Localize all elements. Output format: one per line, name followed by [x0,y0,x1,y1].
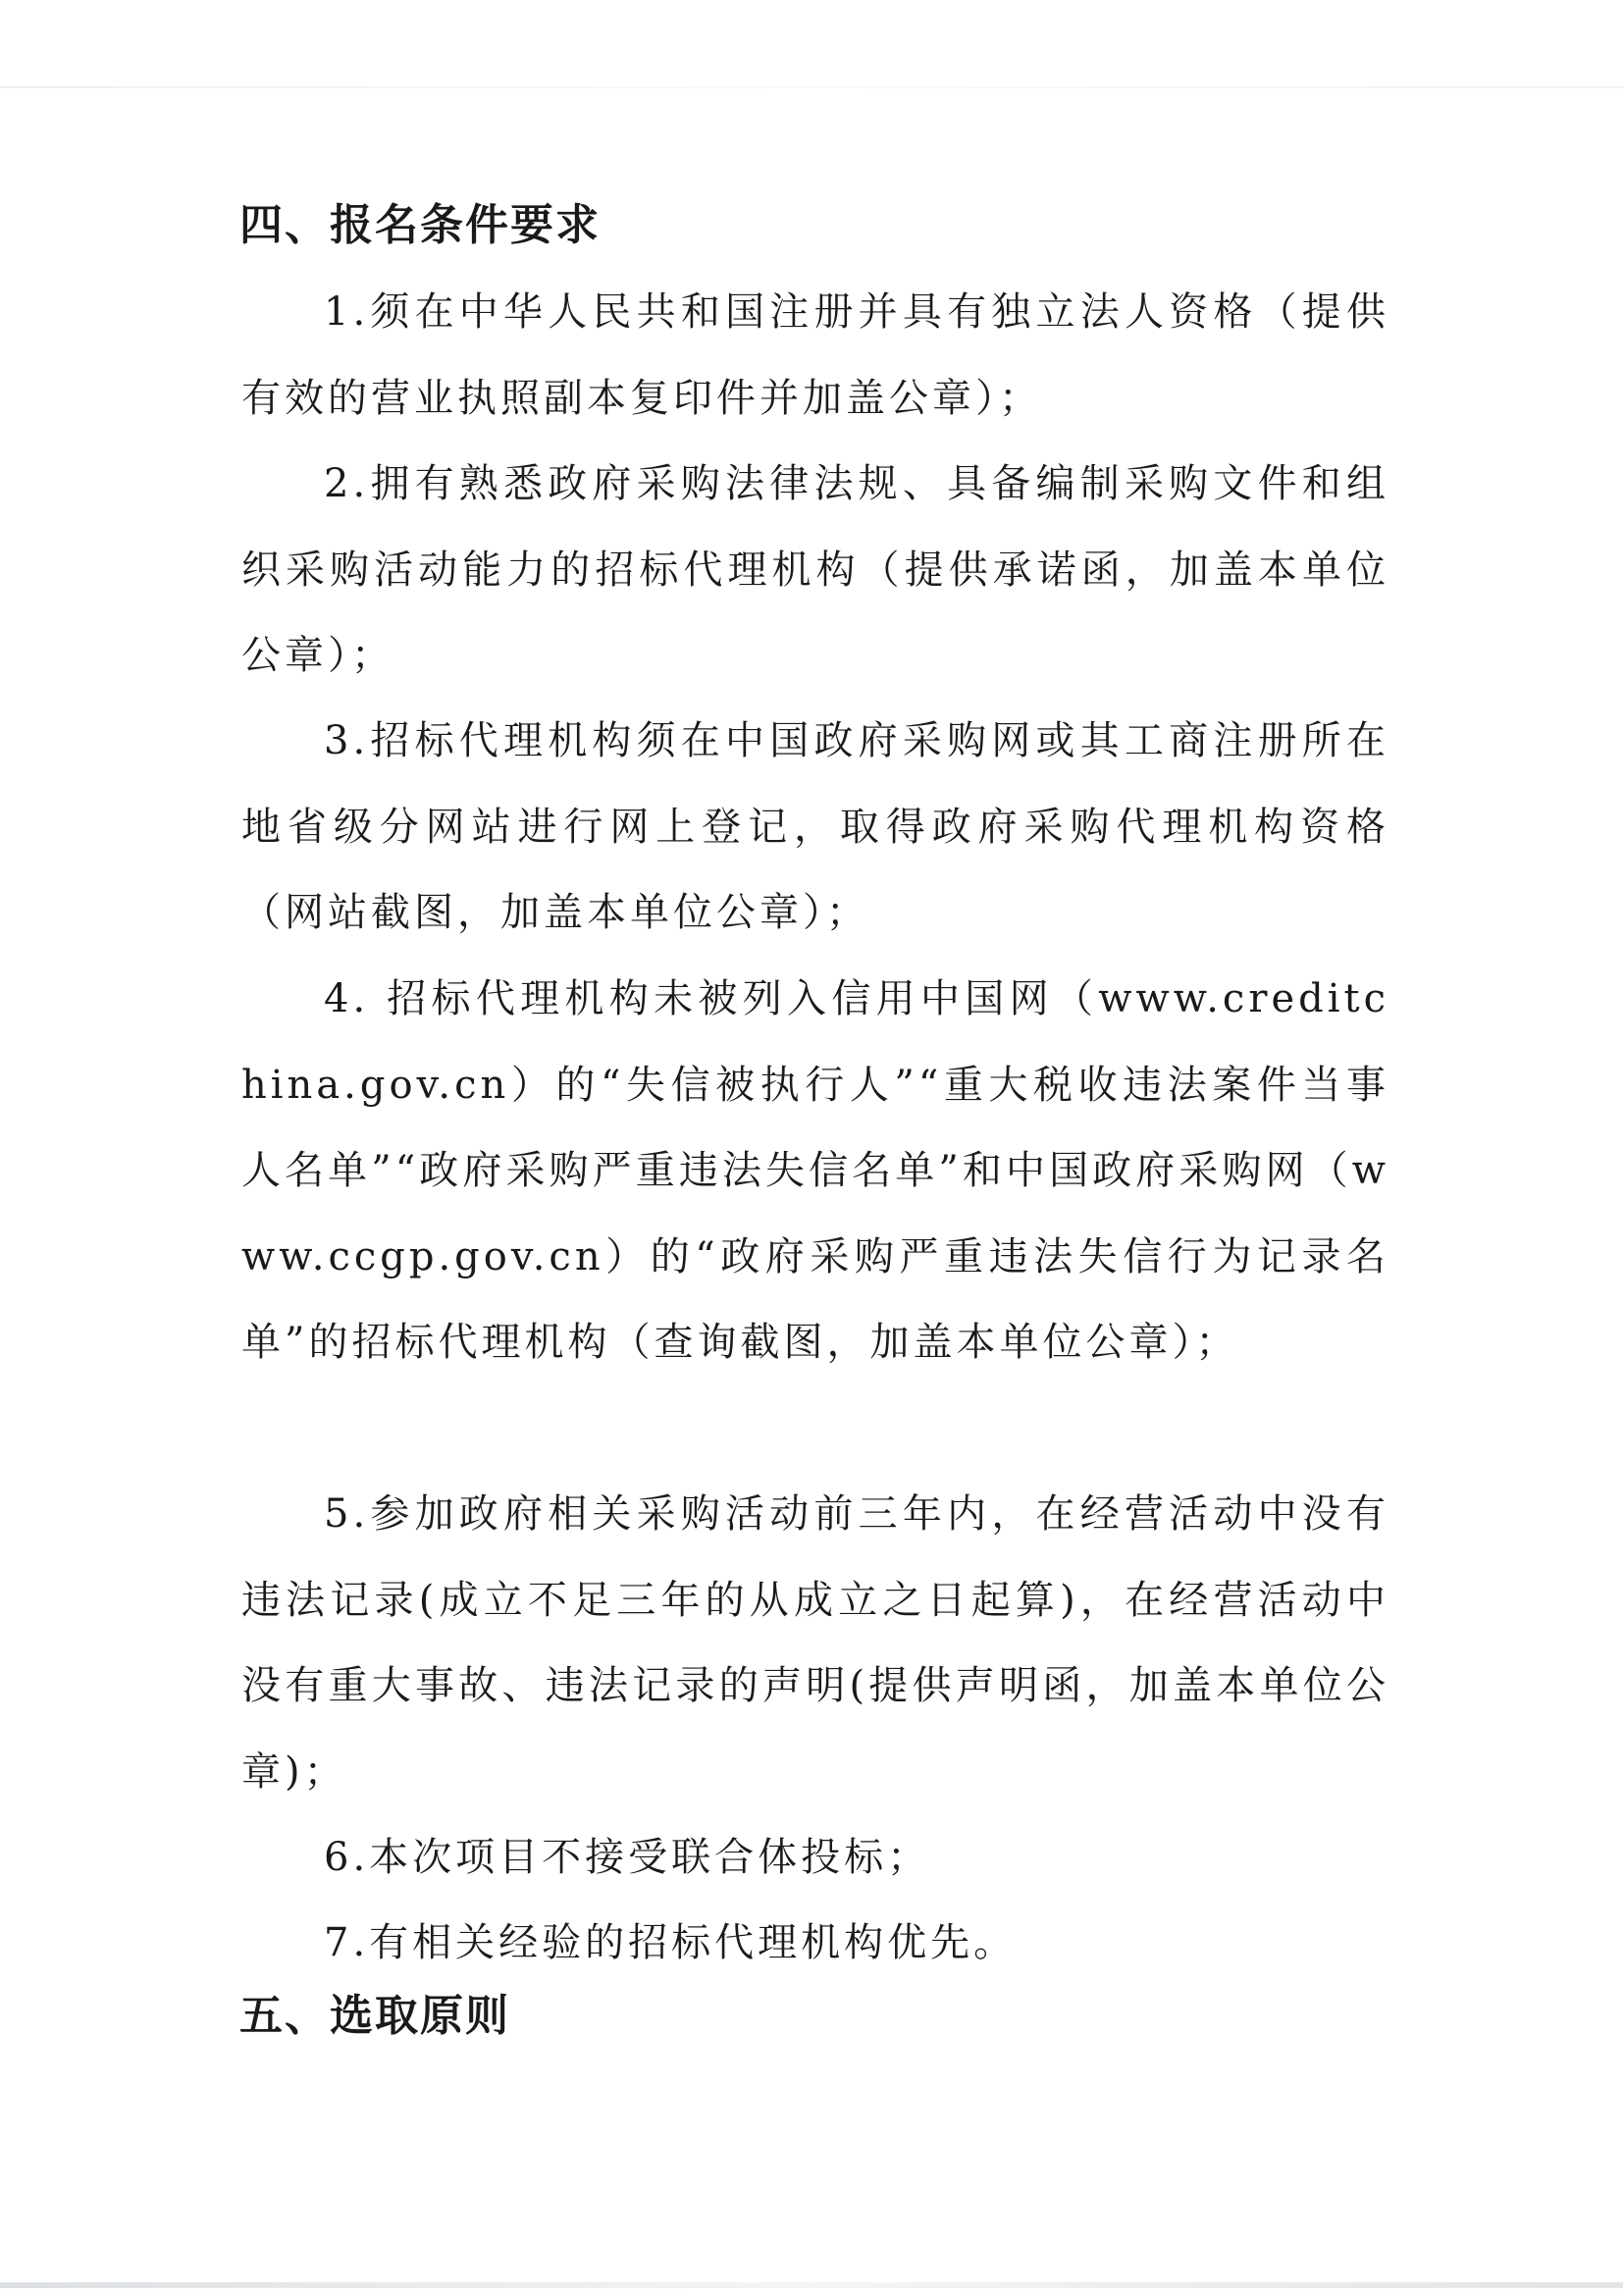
section-heading-selection-principles: 五、选取原则 [239,1991,510,2041]
requirement-item-3: 3.招标代理机构须在中国政府采购网或其工商注册所在地省级分网站进行网上登记，取得政府采购代理机构资格（网站截图，加盖本单位公章）； [241,718,1389,935]
requirement-item-2: 2.拥有熟悉政府采购法律法规、具备编制采购文件和组织采购活动能力的招标代理机构（提供承诺函，加盖本单位公章）； [241,461,1389,678]
scan-edge-bottom [0,2282,1623,2288]
requirement-item-1: 1.须在中华人民共和国注册并具有独立法人资格（提供有效的营业执照副本复印件并加盖公章）； [241,289,1389,421]
requirement-item-6: 6.本次项目不接受联合体投标； [324,1835,931,1880]
requirement-item-4: 4. 招标代理机构未被列入信用中国网（www.creditchina.gov.cn）的“失信被执行人”“重大税收违法案件当事人名单”“政府采购严重违法失信名单”和中国政府采购网（www.ccgp.gov.cn）的“政府采购严重违法失信行为记录名单”的招标代理机构（查询截图，加盖本单位公章）； [241,976,1389,1365]
section-heading-registration-requirements: 四、报名条件要求 [239,200,601,250]
requirement-item-5: 5.参加政府相关采购活动前三年内，在经营活动中没有违法记录(成立不足三年的从成立之日起算)，在经营活动中没有重大事故、违法记录的声明(提供声明函，加盖本单位公章)； [241,1491,1389,1795]
requirement-item-7: 7.有相关经验的招标代理机构优先。 [324,1920,1018,1965]
scan-edge-top [0,86,1623,88]
